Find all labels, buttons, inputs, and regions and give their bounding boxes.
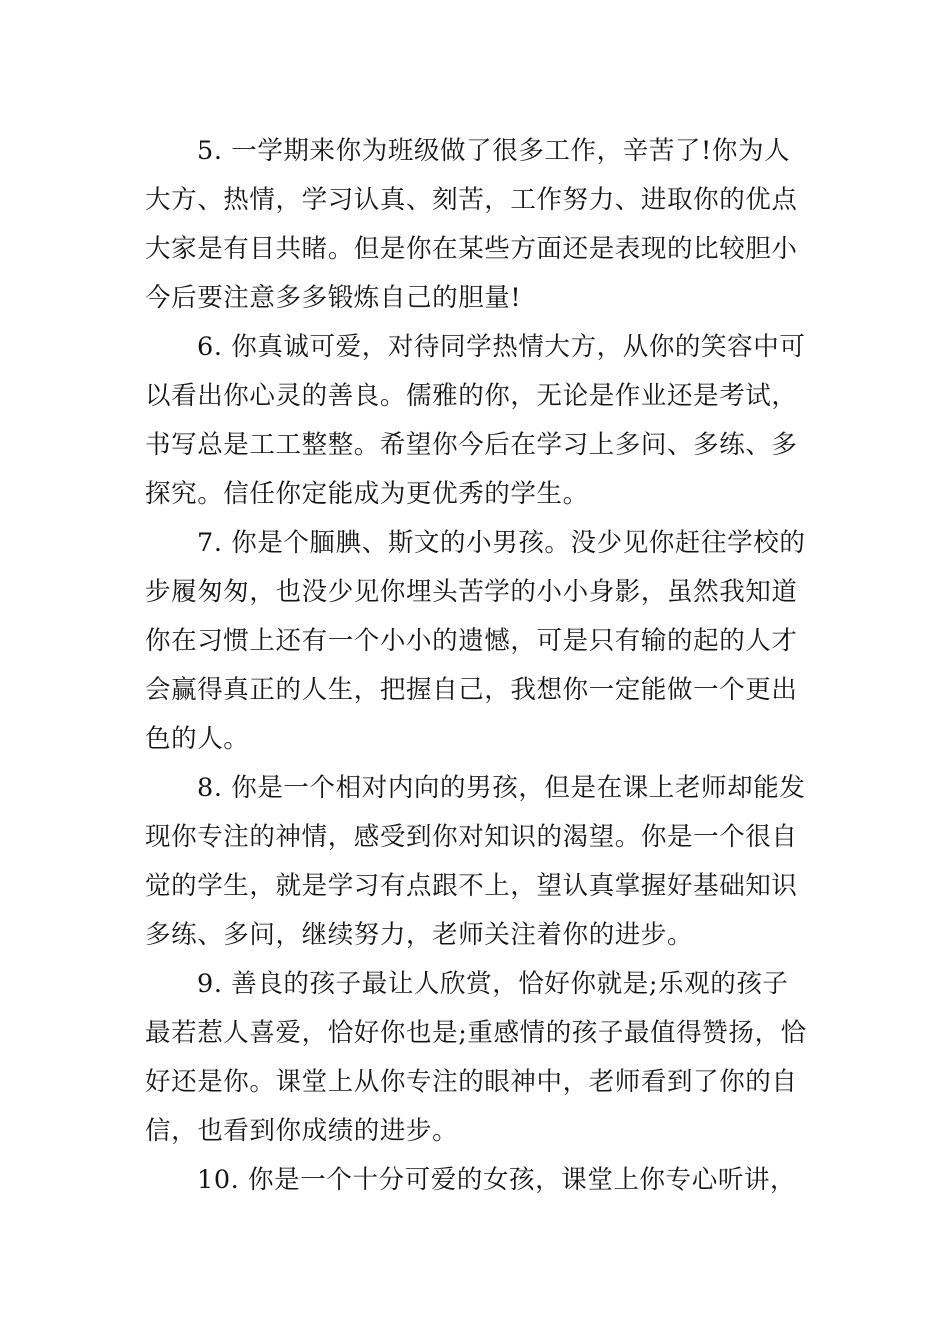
paragraph-6: [145, 323, 810, 519]
text-line: 好还是你。课堂上从你专注的眼神中，老师看到了你的自: [145, 1067, 798, 1097]
paragraph-5: [145, 127, 810, 323]
text-line: 5. 一学期来你为班级做了很多工作，辛苦了!你为人: [197, 136, 791, 166]
text-line: 今后要注意多多锻炼自己的胆量!: [145, 283, 522, 313]
text-line: 7. 你是个腼腆、斯文的小男孩。没少见你赶往学校的: [197, 528, 806, 558]
text-line: 10. 你是一个十分可爱的女孩，课堂上你专心听讲，: [197, 1165, 797, 1195]
paragraph-7: [145, 519, 810, 764]
text-line: 大方、热情，学习认真、刻苦，工作努力、进取你的优点: [145, 185, 798, 215]
text-line: 你在习惯上还有一个小小的遗憾，可是只有输的起的人才: [145, 626, 798, 656]
text-line: 觉的学生，就是学习有点跟不上，望认真掌握好基础知识: [145, 871, 798, 901]
text-line: 8. 你是一个相对内向的男孩，但是在课上老师却能发: [197, 773, 806, 803]
text-line: 9. 善良的孩子最让人欣赏，恰好你就是;乐观的孩子: [197, 969, 789, 999]
text-line: 书写总是工工整整。希望你今后在学习上多问、多练、多: [145, 430, 798, 460]
text-line: 以看出你心灵的善良。儒雅的你，无论是作业还是考试，: [145, 381, 798, 411]
text-line: 多练、多问，继续努力，老师关注着你的进步。: [145, 920, 694, 950]
document-body: [145, 127, 810, 1205]
paragraph-8: [145, 764, 810, 960]
text-line: 色的人。: [145, 724, 250, 754]
paragraph-9: [145, 960, 810, 1156]
text-line: 最若惹人喜爱，恰好你也是;重感情的孩子最值得赞扬，恰: [145, 1018, 807, 1048]
paragraph-10: [145, 1156, 810, 1205]
text-line: 会赢得真正的人生，把握自己，我想你一定能做一个更出: [145, 675, 798, 705]
text-line: 信，也看到你成绩的进步。: [145, 1116, 459, 1146]
text-line: 步履匆匆，也没少见你埋头苦学的小小身影，虽然我知道: [145, 577, 798, 607]
text-line: 6. 你真诚可爱，对待同学热情大方，从你的笑容中可: [197, 332, 806, 362]
text-line: 现你专注的神情，感受到你对知识的渴望。你是一个很自: [145, 822, 798, 852]
text-line: 探究。信任你定能成为更优秀的学生。: [145, 479, 589, 509]
text-line: 大家是有目共睹。但是你在某些方面还是表现的比较胆小: [145, 234, 798, 264]
